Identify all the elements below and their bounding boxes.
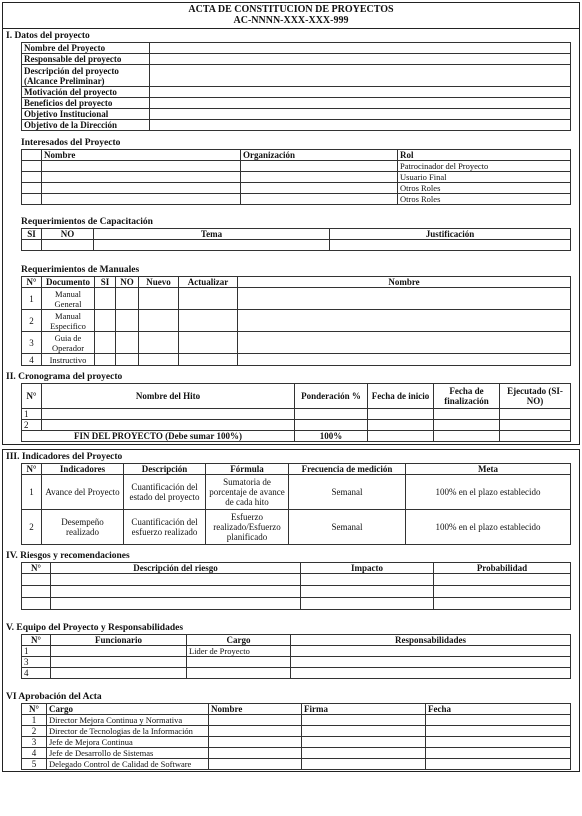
stakeholder-row bbox=[22, 161, 571, 172]
stakeholder-org[interactable] bbox=[241, 194, 398, 205]
approval-number: 1 bbox=[22, 715, 47, 726]
col-impacto: Impacto bbox=[301, 563, 434, 574]
col-responsabilidades: Responsabilidades bbox=[291, 635, 571, 646]
col-fecha-inicio: Fecha de inicio bbox=[368, 384, 434, 409]
stakeholder-row bbox=[22, 194, 571, 205]
col-documento: Documento bbox=[42, 277, 95, 288]
col-si: SI bbox=[95, 277, 116, 288]
milestone-cell[interactable] bbox=[434, 409, 500, 420]
milestone-cell[interactable] bbox=[500, 420, 571, 431]
manual-cell[interactable] bbox=[95, 332, 116, 354]
col-organizacion: Organización bbox=[241, 150, 398, 161]
col-probabilidad: Probabilidad bbox=[434, 563, 571, 574]
col-n: N° bbox=[22, 563, 51, 574]
manual-cell[interactable] bbox=[179, 310, 238, 332]
schedule-footer-label: FIN DEL PROYECTO (Debe sumar 100%) bbox=[22, 431, 295, 442]
risk-row bbox=[22, 574, 571, 586]
col-cargo: Cargo bbox=[187, 635, 291, 646]
indicator-goal: 100% en el plazo establecido bbox=[406, 475, 571, 510]
approval-row bbox=[22, 715, 571, 726]
team-number: 1 bbox=[22, 646, 51, 657]
section-box-2 bbox=[2, 449, 580, 772]
field-row bbox=[22, 43, 571, 54]
field-value[interactable] bbox=[150, 54, 571, 65]
stakeholder-role: Usuario Final bbox=[398, 172, 571, 183]
manuals-title: Requerimientos de Manuales bbox=[21, 265, 140, 275]
col-funcionario: Funcionario bbox=[51, 635, 187, 646]
milestone-cell[interactable] bbox=[295, 420, 368, 431]
risk-row bbox=[22, 586, 571, 598]
team-responsibility[interactable] bbox=[291, 646, 571, 657]
project-data-table bbox=[21, 42, 571, 131]
manual-cell[interactable] bbox=[116, 288, 139, 310]
approval-row bbox=[22, 726, 571, 737]
team-number: 3 bbox=[22, 657, 51, 668]
team-member[interactable] bbox=[51, 646, 187, 657]
approval-number: 2 bbox=[22, 726, 47, 737]
manual-cell[interactable] bbox=[95, 288, 116, 310]
manual-cell[interactable] bbox=[139, 288, 179, 310]
manual-document: Instructivo bbox=[42, 354, 95, 366]
col-nombre-hito: Nombre del Hito bbox=[42, 384, 295, 409]
col-n: N° bbox=[22, 384, 42, 409]
team-member[interactable] bbox=[51, 657, 187, 668]
indicator-frequency: Semanal bbox=[289, 510, 406, 545]
stakeholder-role: Otros Roles bbox=[398, 183, 571, 194]
field-value[interactable] bbox=[150, 98, 571, 109]
team-row bbox=[22, 668, 571, 679]
training-cell[interactable] bbox=[42, 240, 94, 251]
milestone-cell[interactable] bbox=[295, 409, 368, 420]
section-6-title: VI Aprobación del Acta bbox=[6, 692, 102, 702]
approval-role: Delegado Control de Calidad de Software bbox=[47, 759, 209, 770]
field-label: Nombre del Proyecto bbox=[22, 43, 150, 54]
approval-cell[interactable] bbox=[302, 737, 426, 748]
risk-cell[interactable] bbox=[301, 598, 434, 610]
col-nuevo: Nuevo bbox=[139, 277, 179, 288]
manual-cell[interactable] bbox=[179, 288, 238, 310]
col-meta: Meta bbox=[406, 464, 571, 475]
row-marker bbox=[22, 172, 42, 183]
field-label: Descripción del proyecto (Alcance Preliminar) bbox=[22, 65, 150, 87]
training-table bbox=[21, 228, 571, 251]
section-4-title: IV. Riesgos y recomendaciones bbox=[6, 551, 130, 561]
field-value[interactable] bbox=[150, 43, 571, 54]
stakeholder-row bbox=[22, 183, 571, 194]
field-row bbox=[22, 65, 571, 87]
approval-cell[interactable] bbox=[209, 737, 302, 748]
approval-cell[interactable] bbox=[426, 759, 571, 770]
col-frecuencia: Frecuencia de medición bbox=[289, 464, 406, 475]
col-n: N° bbox=[22, 635, 51, 646]
field-label: Beneficios del proyecto bbox=[22, 98, 150, 109]
approval-cell[interactable] bbox=[209, 748, 302, 759]
risk-cell[interactable] bbox=[434, 574, 571, 586]
training-cell[interactable] bbox=[94, 240, 330, 251]
col-si: SI bbox=[22, 229, 42, 240]
risk-cell[interactable] bbox=[22, 586, 51, 598]
stakeholder-name[interactable] bbox=[42, 161, 241, 172]
approval-cell[interactable] bbox=[302, 759, 426, 770]
indicator-description: Cuantificación del estado del proyecto bbox=[124, 475, 206, 510]
approval-cell[interactable] bbox=[209, 726, 302, 737]
manual-cell[interactable] bbox=[116, 332, 139, 354]
manual-document: Manual Especifico bbox=[42, 310, 95, 332]
document-title: ACTA DE CONSTITUCION DE PROYECTOS bbox=[188, 4, 394, 15]
indicators-table bbox=[21, 463, 571, 545]
team-role: Lider de Proyecto bbox=[187, 646, 291, 657]
manual-cell[interactable] bbox=[95, 354, 116, 366]
indicator-name: Avance del Proyecto bbox=[42, 475, 124, 510]
risk-cell[interactable] bbox=[434, 586, 571, 598]
approval-role: Jefe de Desarrollo de Sistemas bbox=[47, 748, 209, 759]
team-row bbox=[22, 646, 571, 657]
indicator-name: Desempeño realizado bbox=[42, 510, 124, 545]
col-nombre: Nombre bbox=[238, 277, 571, 288]
stakeholders-title: Interesados del Proyecto bbox=[21, 138, 121, 148]
stakeholder-row bbox=[22, 172, 571, 183]
stakeholder-name[interactable] bbox=[42, 183, 241, 194]
risks-table bbox=[21, 562, 571, 610]
manual-document: Manual General bbox=[42, 288, 95, 310]
col-descripcion: Descripción bbox=[124, 464, 206, 475]
schedule-footer-value: 100% bbox=[295, 431, 368, 442]
indicator-frequency: Semanal bbox=[289, 475, 406, 510]
field-row bbox=[22, 54, 571, 65]
row-marker bbox=[22, 183, 42, 194]
approval-role: Director Mejora Continua y Normativa bbox=[47, 715, 209, 726]
col-fecha: Fecha bbox=[426, 704, 571, 715]
team-member[interactable] bbox=[51, 668, 187, 679]
approval-role: Jefe de Mejora Continua bbox=[47, 737, 209, 748]
milestone-row bbox=[22, 409, 571, 420]
section-3-title: III. Indicadores del Proyecto bbox=[6, 452, 123, 462]
manual-number: 3 bbox=[22, 332, 42, 354]
approval-cell[interactable] bbox=[426, 737, 571, 748]
col-tema: Tema bbox=[94, 229, 330, 240]
team-row bbox=[22, 657, 571, 668]
schedule-table bbox=[21, 383, 571, 442]
schedule-footer-cell bbox=[500, 431, 571, 442]
approval-cell[interactable] bbox=[302, 715, 426, 726]
col-descripcion-riesgo: Descripción del riesgo bbox=[51, 563, 301, 574]
field-value[interactable] bbox=[150, 87, 571, 98]
col-indicadores: Indicadores bbox=[42, 464, 124, 475]
indicator-description: Cuantificación del esfuerzo realizado bbox=[124, 510, 206, 545]
indicator-row bbox=[22, 510, 571, 545]
manual-cell[interactable] bbox=[95, 310, 116, 332]
section-5-title: V. Equipo del Proyecto y Responsabilidades bbox=[6, 623, 184, 633]
stakeholder-org[interactable] bbox=[241, 172, 398, 183]
manual-cell[interactable] bbox=[139, 332, 179, 354]
approval-cell[interactable] bbox=[302, 726, 426, 737]
stakeholder-name[interactable] bbox=[42, 194, 241, 205]
col-actualizar: Actualizar bbox=[179, 277, 238, 288]
training-cell[interactable] bbox=[330, 240, 571, 251]
milestone-row bbox=[22, 420, 571, 431]
approval-cell[interactable] bbox=[302, 748, 426, 759]
col-n: N° bbox=[22, 704, 47, 715]
approval-cell[interactable] bbox=[426, 726, 571, 737]
manual-number: 4 bbox=[22, 354, 42, 366]
manual-row bbox=[22, 288, 571, 310]
manual-cell[interactable] bbox=[139, 310, 179, 332]
approval-table bbox=[21, 703, 571, 770]
col-no: NO bbox=[42, 229, 94, 240]
training-cell[interactable] bbox=[22, 240, 42, 251]
col-nombre: Nombre bbox=[42, 150, 241, 161]
stakeholder-role: Patrocinador del Proyecto bbox=[398, 161, 571, 172]
manual-cell[interactable] bbox=[179, 332, 238, 354]
risk-cell[interactable] bbox=[51, 586, 301, 598]
risk-cell[interactable] bbox=[51, 598, 301, 610]
manual-cell[interactable] bbox=[116, 354, 139, 366]
risk-cell[interactable] bbox=[22, 598, 51, 610]
approval-cell[interactable] bbox=[426, 715, 571, 726]
approval-number: 4 bbox=[22, 748, 47, 759]
stakeholder-org[interactable] bbox=[241, 183, 398, 194]
indicator-row bbox=[22, 475, 571, 510]
approval-row bbox=[22, 737, 571, 748]
col-fecha-fin: Fecha de finalización bbox=[434, 384, 500, 409]
col-justificacion: Justificación bbox=[330, 229, 571, 240]
field-label: Motivación del proyecto bbox=[22, 87, 150, 98]
field-value[interactable] bbox=[150, 109, 571, 120]
milestone-cell[interactable] bbox=[42, 420, 295, 431]
row-marker bbox=[22, 161, 42, 172]
field-row bbox=[22, 87, 571, 98]
section-box-1 bbox=[2, 2, 580, 445]
field-row bbox=[22, 120, 571, 131]
col-nombre: Nombre bbox=[209, 704, 302, 715]
risk-cell[interactable] bbox=[301, 586, 434, 598]
manual-cell[interactable] bbox=[238, 354, 571, 366]
manual-cell[interactable] bbox=[238, 332, 571, 354]
approval-cell[interactable] bbox=[426, 748, 571, 759]
milestone-number: 2 bbox=[22, 420, 42, 431]
col-no: NO bbox=[116, 277, 139, 288]
field-label: Objetivo Institucional bbox=[22, 109, 150, 120]
team-table bbox=[21, 634, 571, 679]
manual-row bbox=[22, 332, 571, 354]
team-role bbox=[187, 657, 291, 668]
approval-cell[interactable] bbox=[209, 715, 302, 726]
indicator-goal: 100% en el plazo establecido bbox=[406, 510, 571, 545]
manual-cell[interactable] bbox=[238, 288, 571, 310]
training-title: Requerimientos de Capacitación bbox=[21, 217, 153, 227]
col-ponderacion: Ponderación % bbox=[295, 384, 368, 409]
risk-row bbox=[22, 598, 571, 610]
col-rol: Rol bbox=[398, 150, 571, 161]
field-value[interactable] bbox=[150, 120, 571, 131]
stakeholder-org[interactable] bbox=[241, 161, 398, 172]
team-role bbox=[187, 668, 291, 679]
manual-cell[interactable] bbox=[238, 310, 571, 332]
risk-cell[interactable] bbox=[22, 574, 51, 586]
field-value[interactable] bbox=[150, 65, 571, 87]
manual-cell[interactable] bbox=[179, 354, 238, 366]
team-number: 4 bbox=[22, 668, 51, 679]
col-n: N° bbox=[22, 277, 42, 288]
field-row bbox=[22, 98, 571, 109]
manual-document: Guia de Operador bbox=[42, 332, 95, 354]
col-cargo: Cargo bbox=[47, 704, 209, 715]
milestone-number: 1 bbox=[22, 409, 42, 420]
milestone-cell[interactable] bbox=[42, 409, 295, 420]
milestone-cell[interactable] bbox=[434, 420, 500, 431]
risk-cell[interactable] bbox=[301, 574, 434, 586]
charter-form bbox=[2, 2, 580, 772]
manuals-table bbox=[21, 276, 571, 366]
indicator-formula: Esfuerzo realizado/Esfuerzo planificado bbox=[206, 510, 289, 545]
col-formula: Fórmula bbox=[206, 464, 289, 475]
indicator-number: 2 bbox=[22, 510, 42, 545]
field-row bbox=[22, 109, 571, 120]
field-label: Responsable del proyecto bbox=[22, 54, 150, 65]
milestone-cell[interactable] bbox=[368, 420, 434, 431]
manual-cell[interactable] bbox=[116, 310, 139, 332]
manual-row bbox=[22, 310, 571, 332]
manual-cell[interactable] bbox=[139, 354, 179, 366]
approval-role: Director de Tecnologias de la Información bbox=[47, 726, 209, 737]
section-2-title: II. Cronograma del proyecto bbox=[6, 372, 123, 382]
manual-number: 2 bbox=[22, 310, 42, 332]
team-responsibility[interactable] bbox=[291, 657, 571, 668]
milestone-cell[interactable] bbox=[368, 409, 434, 420]
stakeholders-table bbox=[21, 149, 571, 205]
col-ejecutado: Ejecutado (SI-NO) bbox=[500, 384, 571, 409]
document-header bbox=[3, 3, 579, 29]
manual-row bbox=[22, 354, 571, 366]
approval-cell[interactable] bbox=[209, 759, 302, 770]
indicator-number: 1 bbox=[22, 475, 42, 510]
field-label: Objetivo de la Dirección bbox=[22, 120, 150, 131]
risk-cell[interactable] bbox=[51, 574, 301, 586]
schedule-footer-cell bbox=[434, 431, 500, 442]
col-firma: Firma bbox=[302, 704, 426, 715]
approval-row bbox=[22, 748, 571, 759]
approval-number: 3 bbox=[22, 737, 47, 748]
manual-number: 1 bbox=[22, 288, 42, 310]
stakeholder-role: Otros Roles bbox=[398, 194, 571, 205]
document-code: AC-NNNN-XXX-XXX-999 bbox=[233, 15, 349, 26]
risk-cell[interactable] bbox=[434, 598, 571, 610]
col-n: N° bbox=[22, 464, 42, 475]
row-marker bbox=[22, 194, 42, 205]
section-1-title: I. Datos del proyecto bbox=[6, 31, 90, 41]
approval-number: 5 bbox=[22, 759, 47, 770]
schedule-footer-cell bbox=[368, 431, 434, 442]
stakeholder-name[interactable] bbox=[42, 172, 241, 183]
team-responsibility[interactable] bbox=[291, 668, 571, 679]
indicator-formula: Sumatoria de porcentaje de avance de cada hito bbox=[206, 475, 289, 510]
milestone-cell[interactable] bbox=[500, 409, 571, 420]
approval-row bbox=[22, 759, 571, 770]
